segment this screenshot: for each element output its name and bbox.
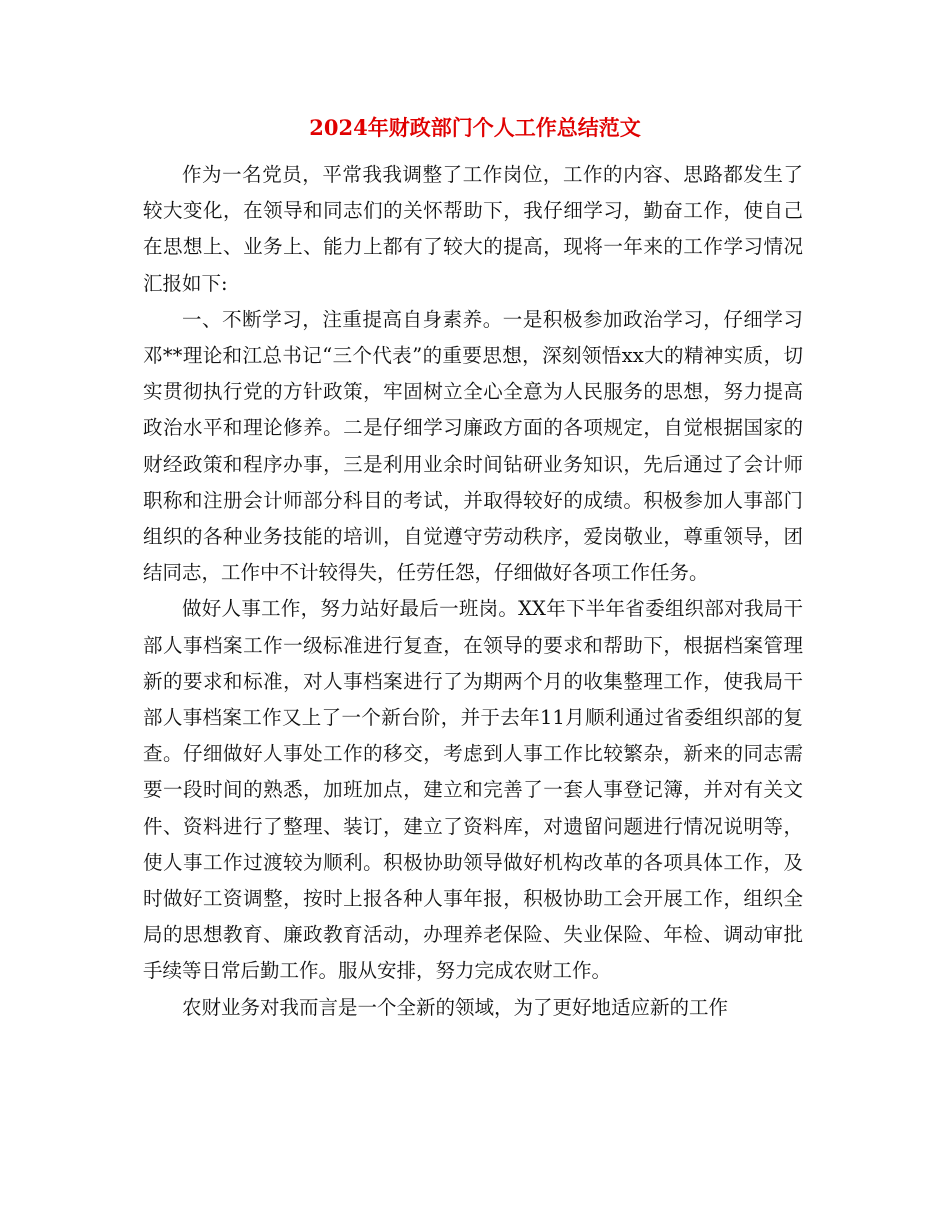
paragraph-personnel: 做好人事工作，努力站好最后一班岗。XX年下半年省委组织部对我局干部人事档案工作一级标准进行复查，在领导的要求和帮助下，根据档案管理新的要求和标准，对人事档案进行了为期两个月的收集整理工作，使我局干部人事档案工作又上了一个新台阶，并于去年11月顺利通过省委组织部的复查。仔细做好人事处工作的移交，考虑到人事工作比较繁杂，新来的同志需要一段时间的熟悉，加班加点，建立和完善了一套人事登记簿，并对有关文件、资料进行了整理、装订，建立了资料库，对遗留问题进行情况说明等，使人事工作过渡较为顺利。积极协助领导做好机构改革的各项具体工作，及时做好工资调整，按时上报各种人事年报，积极协助工会开展工作，组织全局的思想教育、廉政教育活动，办理养老保险、失业保险、年检、调动审批手续等日常后勤工作。服从安排，努力完成农财工作。	[143, 597, 803, 983]
paragraph-intro: 作为一名党员，平常我我调整了工作岗位，工作的内容、思路都发生了较大变化，在领导和同志们的关怀帮助下，我仔细学习，勤奋工作，使自己在思想上、业务上、能力上都有了较大的提高，现将一年来的工作学习情况汇报如下:	[143, 163, 803, 295]
document-body	[143, 157, 803, 1026]
document-title: 2024年财政部门个人工作总结范文	[309, 115, 641, 140]
paragraph-study: 一、不断学习，注重提高自身素养。一是积极参加政治学习，仔细学习邓**理论和江总书记“三个代表”的重要思想，深刻领悟xx大的精神实质，切实贯彻执行党的方针政策，牢固树立全心全意为人民服务的思想，努力提高政治水平和理论修养。二是仔细学习廉政方面的各项规定，自觉根据国家的财经政策和程序办事，三是利用业余时间钻研业务知识，先后通过了会计师职称和注册会计师部分科目的考试，并取得较好的成绩。积极参加人事部门组织的各种业务技能的培训，自觉遵守劳动秩序，爱岗敬业，尊重领导，团结同志，工作中不计较得失，任劳任怨，仔细做好各项工作任务。	[143, 307, 803, 585]
paragraph-agri-finance: 农财业务对我而言是一个全新的领域，为了更好地适应新的工作	[182, 995, 729, 1019]
